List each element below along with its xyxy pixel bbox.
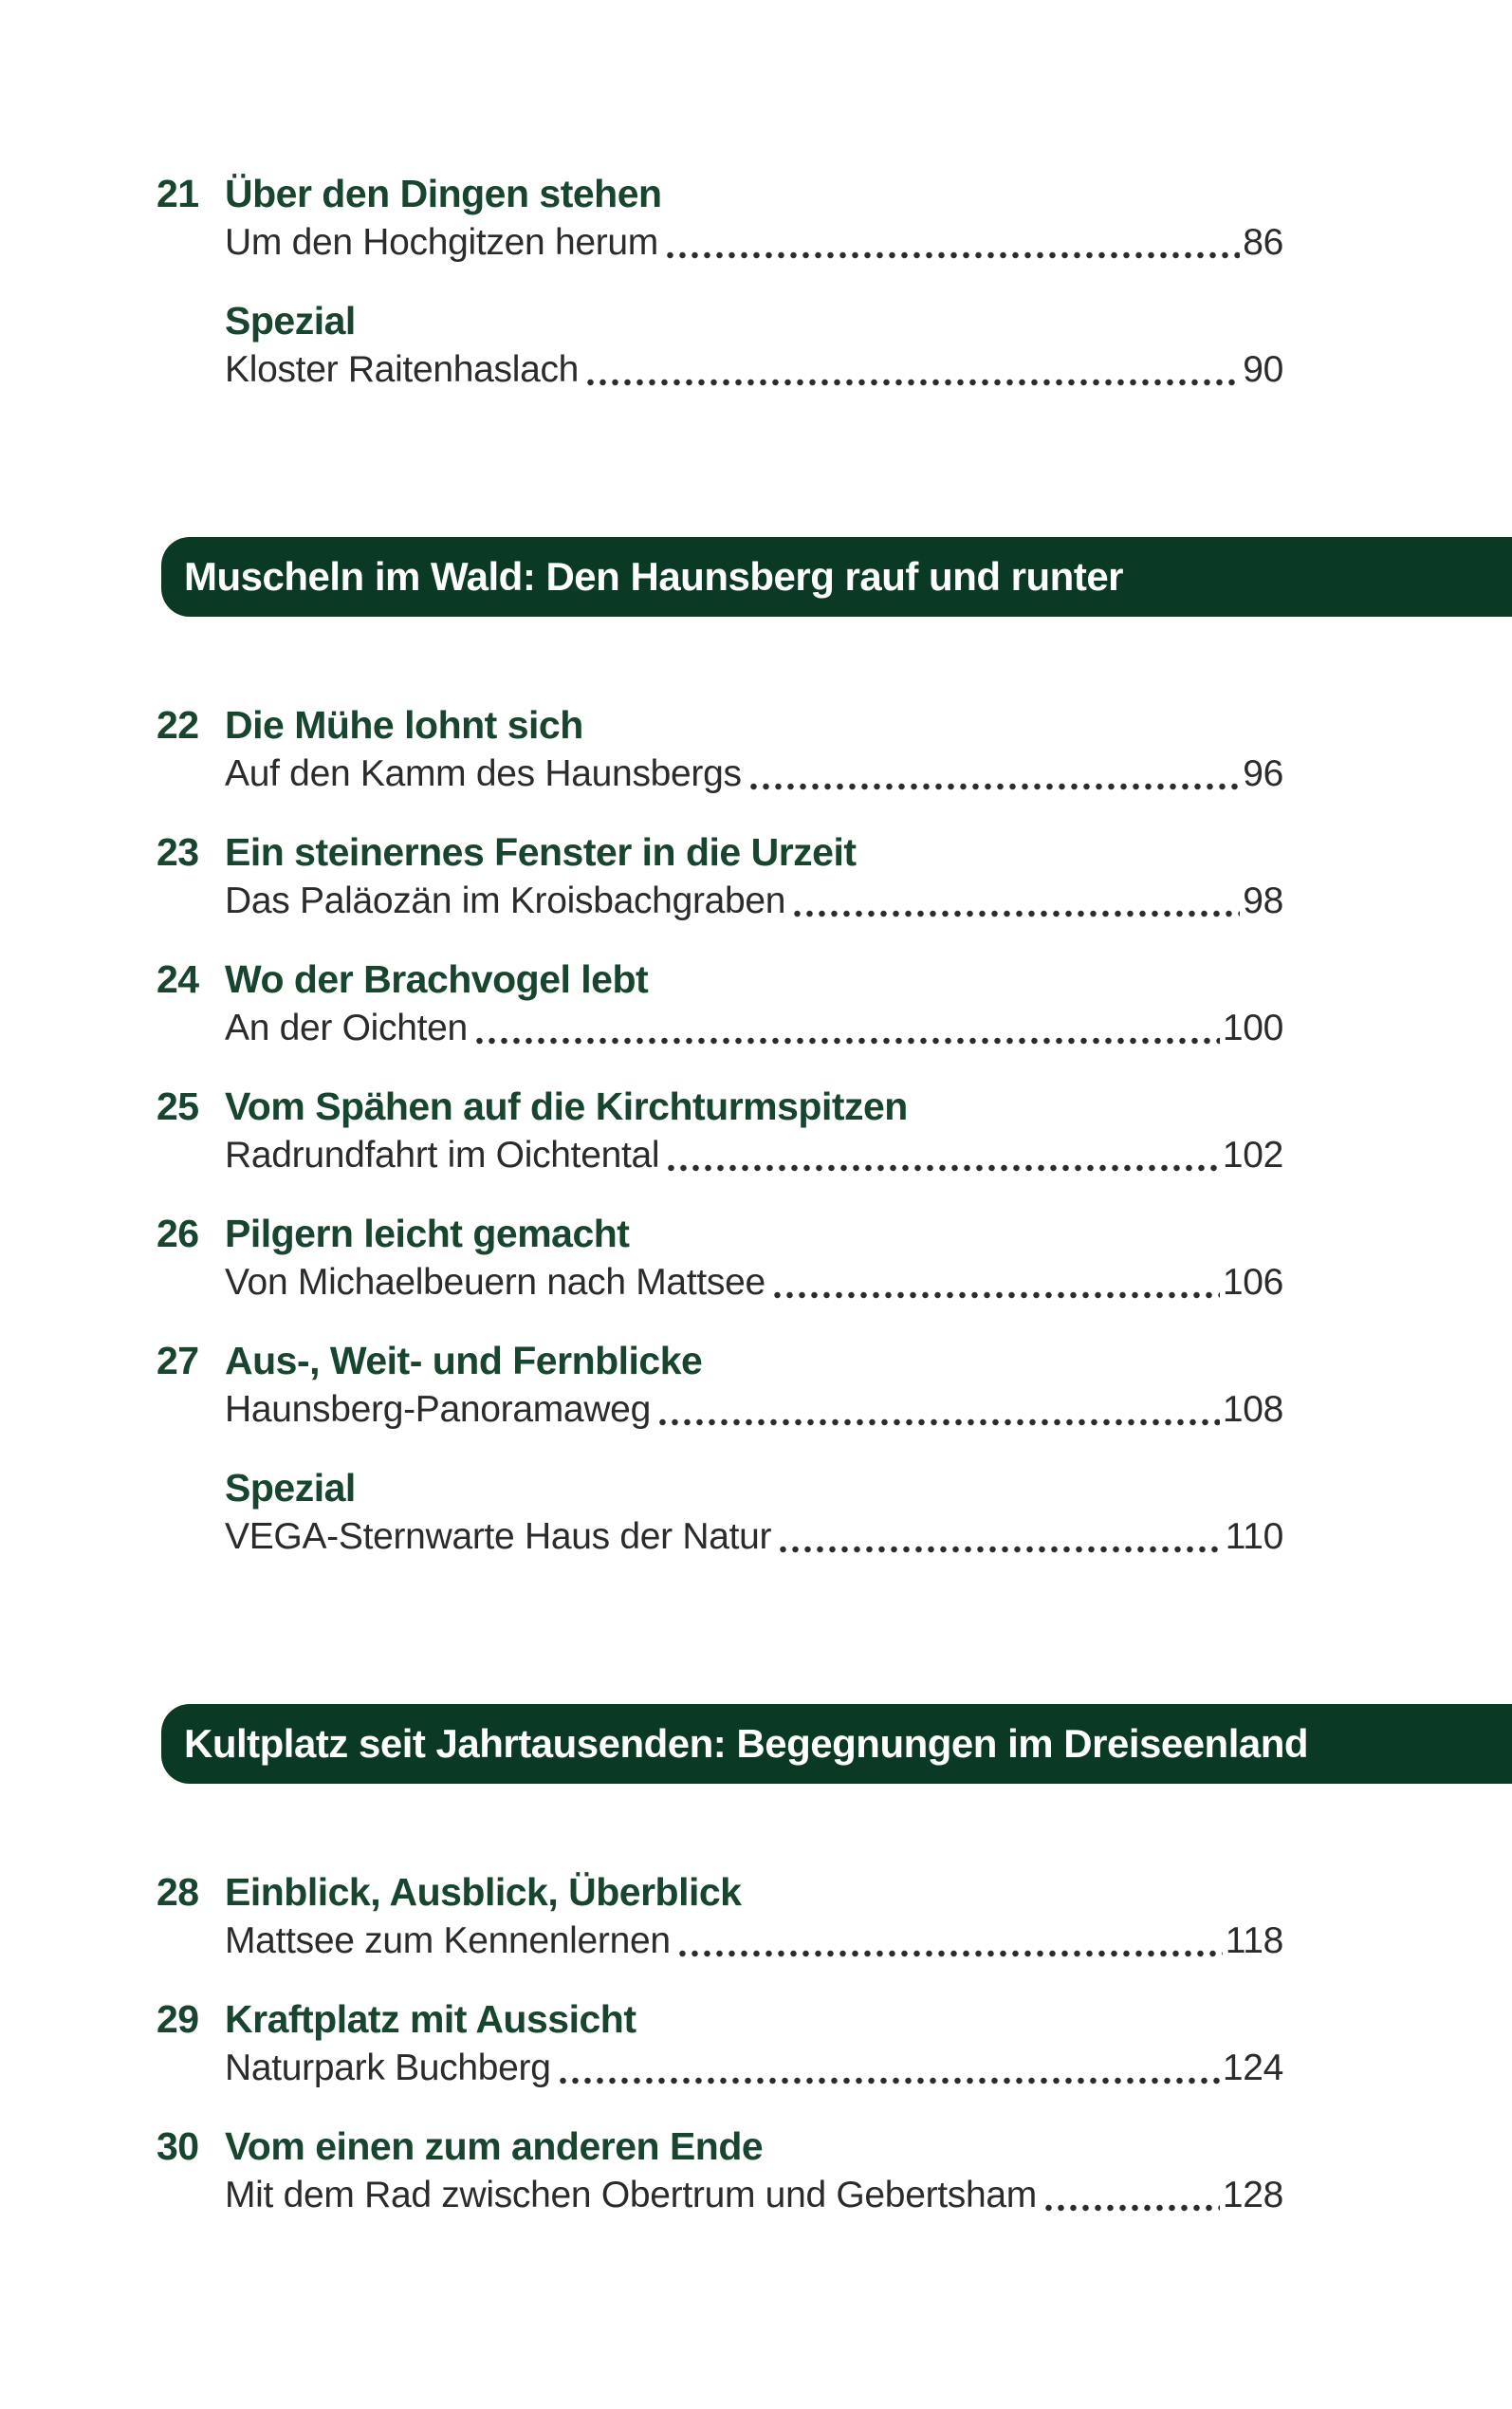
dotted-leader [791, 909, 1240, 918]
entry-title: Die Mühe lohnt sich [225, 703, 583, 747]
entry-subtitle: Von Michaelbeuern nach Mattsee [225, 1262, 765, 1303]
entry-title: Spezial [225, 299, 356, 343]
dotted-leader [1042, 2203, 1220, 2213]
entry-number: 28 [157, 1870, 199, 1914]
entry-title: Aus-, Weit- und Fernblicke [225, 1339, 703, 1382]
toc-row [157, 954, 1283, 1053]
entry-subtitle-line [157, 1258, 1283, 1307]
entry-subtitle: Haunsberg-Panoramaweg [225, 1389, 651, 1430]
entry-subtitle-line [157, 750, 1283, 799]
entry-number: 22 [157, 703, 199, 747]
entry-title-line [157, 954, 1283, 1004]
entry-subtitle: Naturpark Buchberg [225, 2048, 551, 2088]
page-number: 96 [1243, 753, 1283, 794]
entry-number: 26 [157, 1212, 199, 1255]
entry-title: Wo der Brachvogel lebt [225, 957, 649, 1001]
page-number: 100 [1222, 1008, 1283, 1048]
entry-title-line [157, 1336, 1283, 1385]
entry-title-line [157, 1463, 1283, 1512]
entry-subtitle-line [157, 345, 1283, 395]
toc-row [157, 700, 1283, 799]
page-number: 98 [1243, 880, 1283, 921]
entry-number: 21 [157, 172, 199, 215]
toc-group-3 [157, 1867, 1283, 2220]
section-banner-haunsberg [161, 537, 1512, 617]
entry-number: 24 [157, 957, 199, 1001]
banner-title: Muscheln im Wald: Den Haunsberg rauf und runter [184, 554, 1124, 599]
entry-subtitle: Um den Hochgitzen herum [225, 222, 658, 263]
page-number: 90 [1243, 349, 1283, 390]
entry-subtitle-line [157, 218, 1283, 268]
entry-number: 25 [157, 1084, 199, 1128]
entry-subtitle: Mit dem Rad zwischen Obertrum und Gebertsham [225, 2175, 1037, 2215]
entry-title: Ein steinernes Fenster in die Urzeit [225, 830, 857, 874]
entry-subtitle-line [157, 1917, 1283, 1966]
entry-title-line [157, 1082, 1283, 1131]
dotted-leader [777, 1545, 1222, 1554]
toc-row [157, 1867, 1283, 1966]
entry-subtitle-line [157, 2044, 1283, 2093]
toc-row [157, 169, 1283, 268]
dotted-leader [676, 1949, 1223, 1958]
entry-title: Vom einen zum anderen Ende [225, 2124, 764, 2168]
entry-title: Kraftplatz mit Aussicht [225, 1997, 636, 2041]
entry-subtitle: Auf den Kamm des Haunsbergs [225, 753, 742, 794]
entry-title: Spezial [225, 1466, 356, 1510]
toc-row [157, 1994, 1283, 2093]
entry-number: 30 [157, 2124, 199, 2168]
entry-number: 23 [157, 830, 199, 874]
entry-title-line [157, 169, 1283, 218]
entry-subtitle-line [157, 1512, 1283, 1562]
page-number: 106 [1222, 1262, 1283, 1303]
dotted-leader [473, 1036, 1220, 1046]
entry-title-line [157, 1994, 1283, 2044]
entry-title: Pilgern leicht gemacht [225, 1212, 630, 1255]
dotted-leader [664, 250, 1240, 260]
entry-subtitle-line [157, 1004, 1283, 1053]
entry-title-line [157, 1209, 1283, 1258]
entry-title-line [157, 296, 1283, 345]
dotted-leader [747, 782, 1241, 791]
dotted-leader [771, 1290, 1220, 1300]
toc-row [157, 1082, 1283, 1180]
entry-subtitle: An der Oichten [225, 1008, 468, 1048]
toc-row-spezial [157, 296, 1283, 395]
page-number: 108 [1222, 1389, 1283, 1430]
entry-subtitle: VEGA-Sternwarte Haus der Natur [225, 1516, 772, 1557]
toc-group-2 [157, 700, 1283, 1562]
page-number: 118 [1225, 1920, 1283, 1961]
entry-title-line [157, 827, 1283, 877]
section-banner-dreiseenland [161, 1704, 1512, 1784]
page-number: 110 [1225, 1516, 1283, 1557]
entry-title: Vom Spähen auf die Kirchturmspitzen [225, 1084, 908, 1128]
entry-title-line [157, 1867, 1283, 1917]
entry-subtitle-line [157, 1385, 1283, 1435]
page-number: 102 [1222, 1135, 1283, 1176]
entry-subtitle: Kloster Raitenhaslach [225, 349, 580, 390]
entry-title-line [157, 700, 1283, 750]
entry-subtitle-line [157, 2171, 1283, 2220]
page-number: 86 [1243, 222, 1283, 263]
dotted-leader [656, 1418, 1220, 1427]
entry-number: 27 [157, 1339, 199, 1382]
entry-subtitle-line [157, 1131, 1283, 1180]
entry-subtitle: Mattsee zum Kennenlernen [225, 1920, 671, 1961]
toc-row [157, 827, 1283, 926]
entry-number: 29 [157, 1997, 199, 2041]
entry-subtitle-line [157, 877, 1283, 926]
toc-group-1 [157, 169, 1283, 395]
dotted-leader [665, 1163, 1220, 1173]
toc-row [157, 2122, 1283, 2220]
toc-row [157, 1336, 1283, 1435]
page-number: 124 [1222, 2048, 1283, 2088]
entry-title: Über den Dingen stehen [225, 172, 662, 215]
entry-title-line [157, 2122, 1283, 2171]
dotted-leader [557, 2076, 1220, 2085]
entry-title: Einblick, Ausblick, Überblick [225, 1870, 742, 1914]
entry-subtitle: Radrundfahrt im Oichtental [225, 1135, 660, 1176]
page-number: 128 [1222, 2175, 1283, 2215]
toc-row [157, 1209, 1283, 1307]
entry-subtitle: Das Paläozän im Kroisbachgraben [225, 880, 786, 921]
toc-row-spezial [157, 1463, 1283, 1562]
banner-title: Kultplatz seit Jahrtausenden: Begegnungen im Dreiseenland [184, 1721, 1309, 1766]
dotted-leader [584, 378, 1240, 387]
